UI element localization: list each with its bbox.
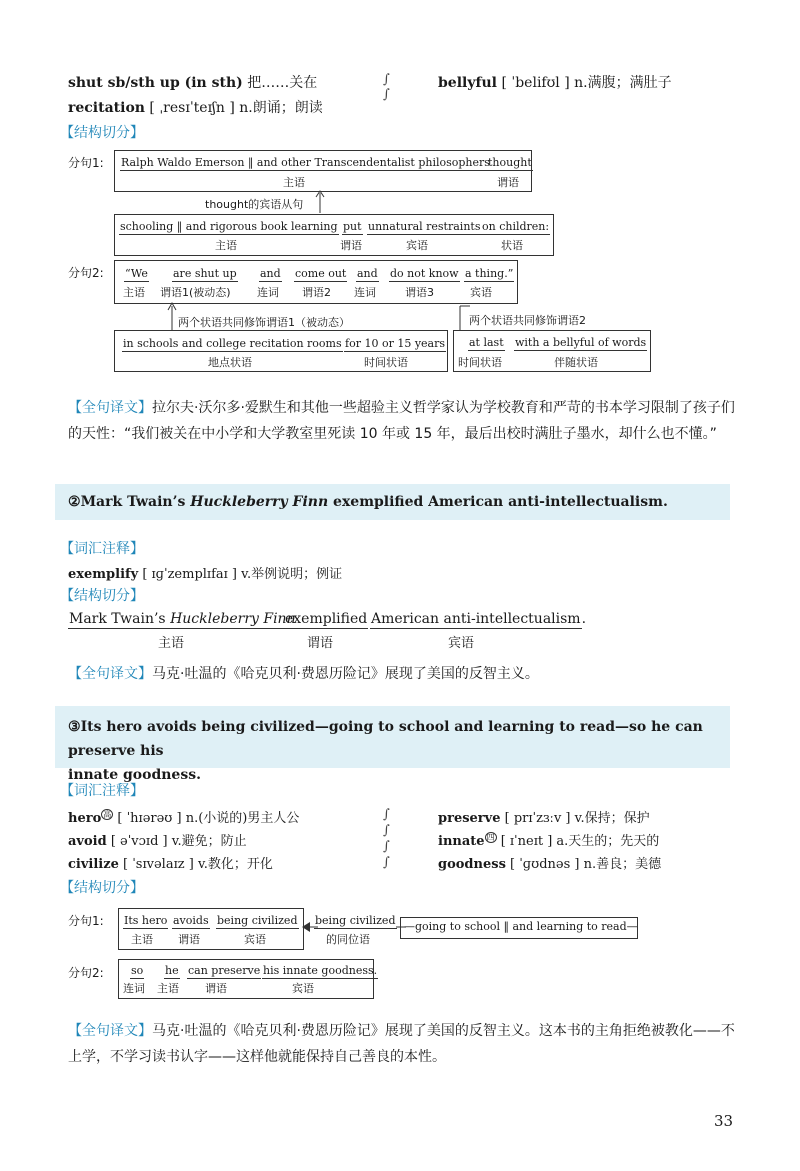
modifier-note-right: 两个状语共同修饰谓语2: [469, 314, 586, 327]
s3-c2-word: he: [165, 964, 179, 977]
appositive-role: 的同位语: [326, 933, 370, 946]
translation-paragraph-1: [68, 395, 748, 447]
adverbial-place-role: 地点状语: [208, 356, 252, 369]
vocab-entry-civilize: civilize [ ˈsɪvəlaɪz ] v.教化；开化: [68, 857, 273, 872]
object-text: unnatural restraints: [368, 220, 481, 233]
c2-role: 谓语1(被动态): [160, 286, 231, 299]
translation-text: 拉尔夫·沃尔多·爱默生和其他一些超验主义哲学家认为学校教育和严苛的书本学习限制了孩子们的天性：“我们被关在中小学和大学教室里死读 10 年或 15 年，最后出校时满肚子墨水，却什么也不懂。”: [68, 400, 735, 442]
translation-paragraph-3: [68, 1018, 748, 1070]
s3-c2-word: his innate goodness.: [263, 964, 378, 977]
translation-text: 马克·吐温的《哈克贝利·费恩历险记》展现了美国的反智主义。这本书的主角拒绝被教化——不上学，不学习读书认字——这样他就能保持自己善良的本性。: [68, 1023, 735, 1065]
vocab-entry-innate: innate $^四$ [ ɪˈneɪt ] a.天生的；先天的: [438, 832, 660, 849]
sentence-3: ③Its hero avoids being civilized—going to school and learning to read—so he can preserve his innate goodness.: [68, 719, 703, 783]
modifier-note-left: 两个状语共同修饰谓语1（被动态）: [178, 316, 350, 329]
c2-role: 谓语2: [302, 286, 331, 299]
c2-role: 宾语: [470, 286, 492, 299]
s3-c1-word: avoids: [173, 914, 209, 927]
c2-word: and: [357, 267, 378, 280]
section-header-vocab: 【词汇注释】: [60, 541, 144, 557]
adverbial-accompany-role: 伴随状语: [554, 356, 598, 369]
vocab-entry-hero: hero $^高$ [ ˈhɪərəʊ ] n.(小说的)男主人公: [68, 809, 300, 826]
object-clause-note: thought的宾语从句: [205, 198, 304, 211]
s3-c1-role: 主语: [131, 933, 153, 946]
translation-header: 【全句译文】: [68, 400, 152, 416]
c2-role: 连词: [257, 286, 279, 299]
vocab-word: bellyful: [438, 75, 497, 91]
vocab-word: recitation: [68, 100, 145, 116]
section-header-structure: 【结构切分】: [60, 880, 144, 896]
c2-word: come out: [295, 267, 347, 280]
predicate-role: 谓语: [340, 239, 362, 252]
subject-text: schooling ‖ and rigorous book learning: [120, 220, 338, 233]
adverbial-time-2-role: 时间状语: [458, 356, 502, 369]
translation-header: 【全句译文】: [68, 666, 152, 682]
s3-c2-role: 宾语: [292, 982, 314, 995]
appositive-head: being civilized: [315, 914, 396, 927]
adverbial-time-2: at last: [469, 336, 504, 349]
subject-role: 主语: [283, 176, 305, 189]
page-number: 33: [714, 1112, 734, 1130]
section-header-structure: 【结构切分】: [60, 125, 144, 141]
s2-subject: Mark Twain’s Huckleberry Finn: [69, 611, 296, 627]
vocab-pron: [ ˈbelifʊl ]: [501, 75, 570, 91]
predicate-text: thought: [488, 156, 532, 169]
vocab-pron: [ ˌresɪˈteɪʃn ]: [149, 100, 235, 116]
vocab-entry-exemplify: exemplify [ ɪɡˈzemplɪfaɪ ] v.举例说明；例证: [68, 567, 343, 582]
clause-label: 分句2:: [68, 966, 104, 980]
s2-object: American anti-intellectualism.: [371, 611, 587, 627]
connector-lines: [0, 0, 800, 380]
s3-c2-role: 主语: [157, 982, 179, 995]
clause-label: 分句1:: [68, 914, 104, 928]
s2-predicate-role: 谓语: [307, 636, 334, 651]
s3-c1-word: Its hero: [124, 914, 168, 927]
appositive-content: —going to school ‖ and learning to read—: [404, 920, 638, 933]
c2-role: 谓语3: [405, 286, 434, 299]
s3-c1-role: 宾语: [244, 933, 266, 946]
translation-header: 【全句译文】: [68, 1023, 152, 1039]
divider-wave: ∫ ∫ ∫ ∫: [383, 807, 390, 870]
adverbial-text: on children:: [482, 220, 550, 233]
s2-subject-role: 主语: [158, 636, 185, 651]
clause-label: 分句1:: [68, 156, 104, 170]
vocab-def: 把……关在: [247, 75, 318, 91]
adverbial-place: in schools and college recitation rooms: [123, 337, 342, 350]
section-header-structure: 【结构切分】: [60, 588, 144, 604]
s3-c1-role: 谓语: [178, 933, 200, 946]
c2-word: do not know: [390, 267, 459, 280]
adverbial-time: for 10 or 15 years: [345, 337, 445, 350]
s2-object-role: 宾语: [448, 636, 475, 651]
object-role: 宾语: [406, 239, 428, 252]
adverbial-accompany: with a bellyful of words: [515, 336, 647, 349]
c2-role: 主语: [123, 286, 145, 299]
adverbial-time-role: 时间状语: [364, 356, 408, 369]
translation-paragraph-2: [68, 661, 748, 687]
s2-predicate: exemplified: [285, 611, 368, 627]
vocab-word: shut sb/sth up (in sth): [68, 75, 243, 91]
vocab-def: n.朗诵；朗读: [239, 100, 323, 116]
divider-wave: ∫ ∫: [383, 72, 390, 102]
predicate-role: 谓语: [497, 176, 519, 189]
clause-label: 分句2:: [68, 266, 104, 280]
vocab-entry-goodness: goodness [ ˈɡʊdnəs ] n.善良；美德: [438, 857, 662, 872]
c2-word: and: [260, 267, 281, 280]
section-header-vocab: 【词汇注释】: [60, 783, 144, 799]
subject-text: Ralph Waldo Emerson ‖ and other Transcendentalist philosophers: [121, 156, 490, 169]
vocab-def: n.满腹；满肚子: [574, 75, 672, 91]
c2-role: 连词: [354, 286, 376, 299]
c2-word: “We: [125, 267, 148, 280]
s3-c2-word: can preserve: [188, 964, 261, 977]
s3-c2-word: so: [131, 964, 144, 977]
subject-role: 主语: [215, 239, 237, 252]
vocab-entry-preserve: preserve [ prɪˈzɜːv ] v.保持；保护: [438, 811, 650, 826]
c2-word: are shut up: [173, 267, 237, 280]
predicate-text: put: [343, 220, 362, 233]
s3-c2-role: 谓语: [205, 982, 227, 995]
translation-text: 马克·吐温的《哈克贝利·费恩历险记》展现了美国的反智主义。: [152, 666, 539, 682]
c2-word: a thing.”: [465, 267, 514, 280]
s3-c1-word: being civilized: [217, 914, 298, 927]
s3-c2-role: 连词: [123, 982, 145, 995]
vocab-entry-avoid: avoid [ əˈvɔɪd ] v.避免；防止: [68, 834, 247, 849]
sentence-2: ②Mark Twain’s Huckleberry Finn exemplified American anti-intellectualism.: [68, 494, 668, 510]
adverbial-role: 状语: [501, 239, 523, 252]
